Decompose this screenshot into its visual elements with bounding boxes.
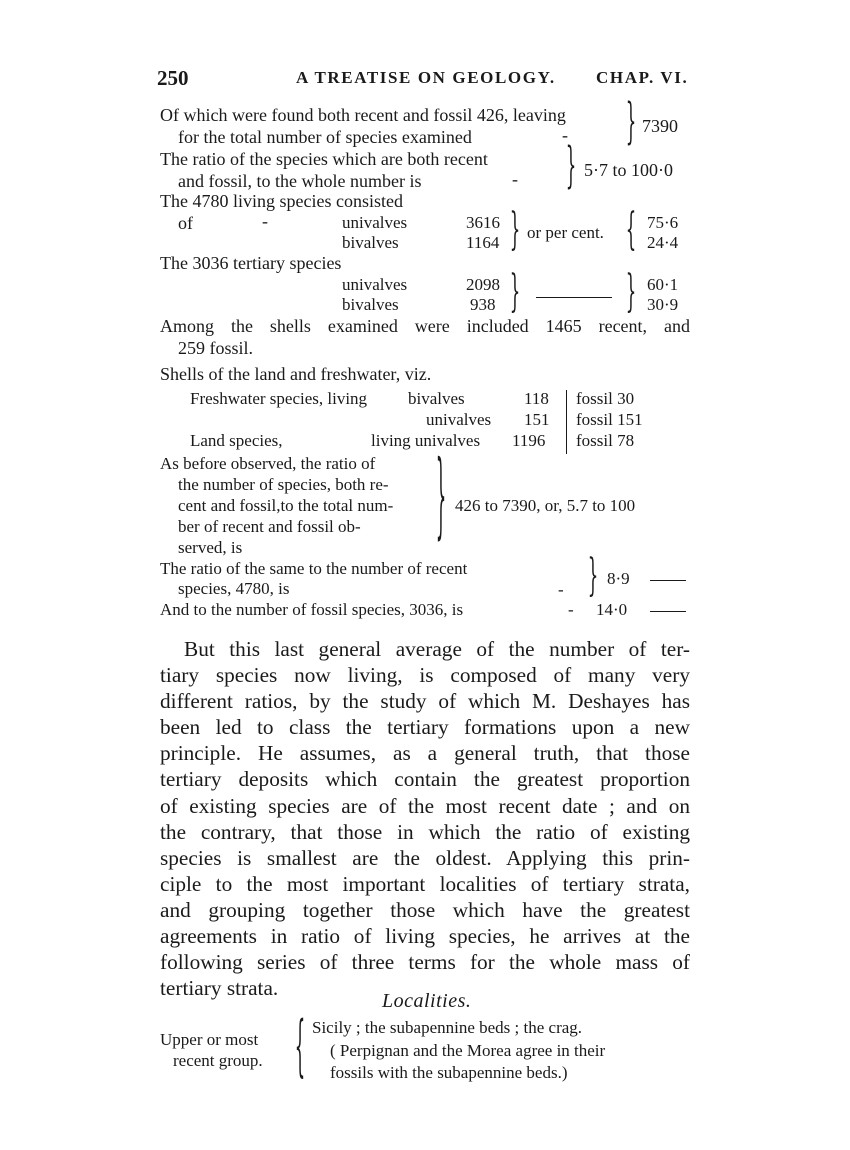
ditto-rule (650, 580, 686, 581)
stat-ratio-line1: The ratio of the species which are both recent (160, 149, 488, 169)
recent-ratio-dash: - (558, 580, 564, 599)
paragraph-line: principle. He assumes, as a general truth, that those (160, 741, 690, 766)
paragraph-line: tertiary strata. (160, 976, 279, 1001)
fw-univalves-label: univalves (426, 410, 492, 429)
paragraph-line: tiary species now living, is composed of many very (160, 663, 690, 688)
tertiary-bivalves-label: bivalves (342, 295, 399, 314)
paragraph-line: the contrary, that those in which the ratio of existing (160, 819, 690, 844)
main-paragraph (160, 636, 690, 1001)
localities-heading: Localities. (382, 990, 472, 1012)
locality-line: ( Perpignan and the Morea agree in their (330, 1041, 606, 1060)
living-univalves-pct: 75·6 (647, 213, 679, 232)
locality-line: fossils with the subapennine beds.) (330, 1063, 568, 1082)
stat-ratio-value: 5·7 to 100·0 (584, 160, 673, 180)
stat-of-dash: - (262, 211, 268, 231)
stat-living-heading: The 4780 living species consisted (160, 191, 403, 211)
as-before-line: As before observed, the ratio of (160, 454, 376, 473)
running-title: A TREATISE ON GEOLOGY. (296, 68, 556, 87)
paragraph-line: of existing species are of the most recent date ; and on (160, 793, 690, 818)
paragraph-line: ciple to the most important localities of tertiary strata, (160, 871, 690, 896)
fw-label: Freshwater species, living (190, 389, 368, 408)
tertiary-univalves-pct: 60·1 (647, 275, 679, 294)
fossil-ratio-value: 14·0 (596, 600, 628, 619)
tertiary-univalves-count: 2098 (466, 275, 500, 294)
per-cent-label: or per cent. (527, 223, 604, 242)
land-label: Land species, (190, 431, 283, 450)
as-before-line: served, is (178, 538, 243, 557)
ditto-rule (536, 297, 612, 298)
fw-univalves-fossil: fossil 151 (576, 410, 643, 429)
fw-bivalves-label: bivalves (408, 389, 465, 408)
stat-total-line2: for the total number of species examined (178, 127, 472, 147)
paragraph-line: and grouping together those which have the greatest (160, 897, 690, 922)
group-label-line1: Upper or most (160, 1030, 259, 1049)
living-univalves-count: 3616 (466, 213, 500, 232)
stat-ratio-line2: and fossil, to the whole number is (178, 171, 422, 191)
recent-ratio-line2: species, 4780, is (178, 579, 290, 598)
fw-bivalves-count: 118 (524, 389, 549, 408)
paragraph-line: different ratios, by the study of which M. Deshayes has (160, 689, 690, 714)
as-before-line: ber of recent and fossil ob- (178, 517, 361, 536)
page-number: 250 (157, 66, 189, 90)
locality-line: Sicily ; the subapennine beds ; the crag. (312, 1018, 583, 1037)
paragraph-line: But this last general average of the number of ter- (184, 637, 690, 661)
paragraph-line: agreements in ratio of living species, he arrives at the (160, 924, 690, 949)
living-bivalves-pct: 24·4 (647, 233, 679, 252)
right-brace-icon: } (587, 552, 599, 602)
column-divider (566, 390, 567, 454)
land-count: 1196 (512, 431, 546, 450)
stat-among-line1: Among the shells examined were included 1465 recent, and (160, 316, 690, 336)
right-brace-icon: } (625, 95, 637, 151)
right-brace-icon: } (625, 268, 637, 318)
stat-total-line1: Of which were found both recent and fossil 426, leaving (160, 105, 566, 125)
fossil-ratio-dash: - (568, 600, 574, 619)
stat-ratio-dash: - (512, 169, 518, 189)
paragraph-line: tertiary deposits which contain the greatest proportion (160, 767, 690, 792)
tertiary-bivalves-pct: 30·9 (647, 295, 679, 314)
paragraph-line: following series of three terms for the whole mass of (160, 950, 690, 975)
as-before-line: cent and fossil,to the total num- (178, 496, 394, 515)
stat-among-line2: 259 fossil. (178, 338, 254, 358)
ditto-rule (650, 611, 686, 612)
living-bivalves-count: 1164 (466, 233, 500, 252)
paragraph-line: been led to class the tertiary formations upon a new (160, 715, 690, 740)
left-brace-icon: { (294, 1011, 306, 1086)
right-brace-icon: } (509, 268, 521, 318)
as-before-line: the number of species, both re- (178, 475, 389, 494)
tertiary-bivalves-count: 938 (470, 295, 496, 314)
chapter-label: CHAP. VI. (596, 68, 689, 87)
left-brace-icon: { (625, 206, 637, 256)
stat-shells-heading: Shells of the land and freshwater, viz. (160, 364, 432, 384)
right-brace-icon: } (565, 139, 577, 195)
paragraph-line: species is smallest are the oldest. Applying this prin- (160, 845, 690, 870)
fw-univalves-count: 151 (524, 410, 550, 429)
fw-bivalves-fossil: fossil 30 (576, 389, 635, 408)
living-bivalves-label: bivalves (342, 233, 399, 252)
stat-total-value: 7390 (642, 116, 678, 136)
group-label-line2: recent group. (173, 1051, 263, 1070)
stat-total-dash: - (562, 125, 568, 145)
tertiary-univalves-label: univalves (342, 275, 408, 294)
stat-of-label: of (178, 213, 193, 233)
land-living-label: living univalves (371, 431, 481, 450)
recent-ratio-value: 8·9 (607, 569, 630, 588)
living-univalves-label: univalves (342, 213, 408, 232)
right-brace-icon: } (435, 446, 447, 552)
land-fossil: fossil 78 (576, 431, 635, 450)
stat-tertiary-heading: The 3036 tertiary species (160, 253, 342, 273)
right-brace-icon: } (509, 206, 521, 256)
recent-ratio-line1: The ratio of the same to the number of recent (160, 559, 468, 578)
fossil-ratio-line: And to the number of fossil species, 3036, is (160, 600, 464, 619)
as-before-value: 426 to 7390, or, 5.7 to 100 (455, 496, 636, 515)
